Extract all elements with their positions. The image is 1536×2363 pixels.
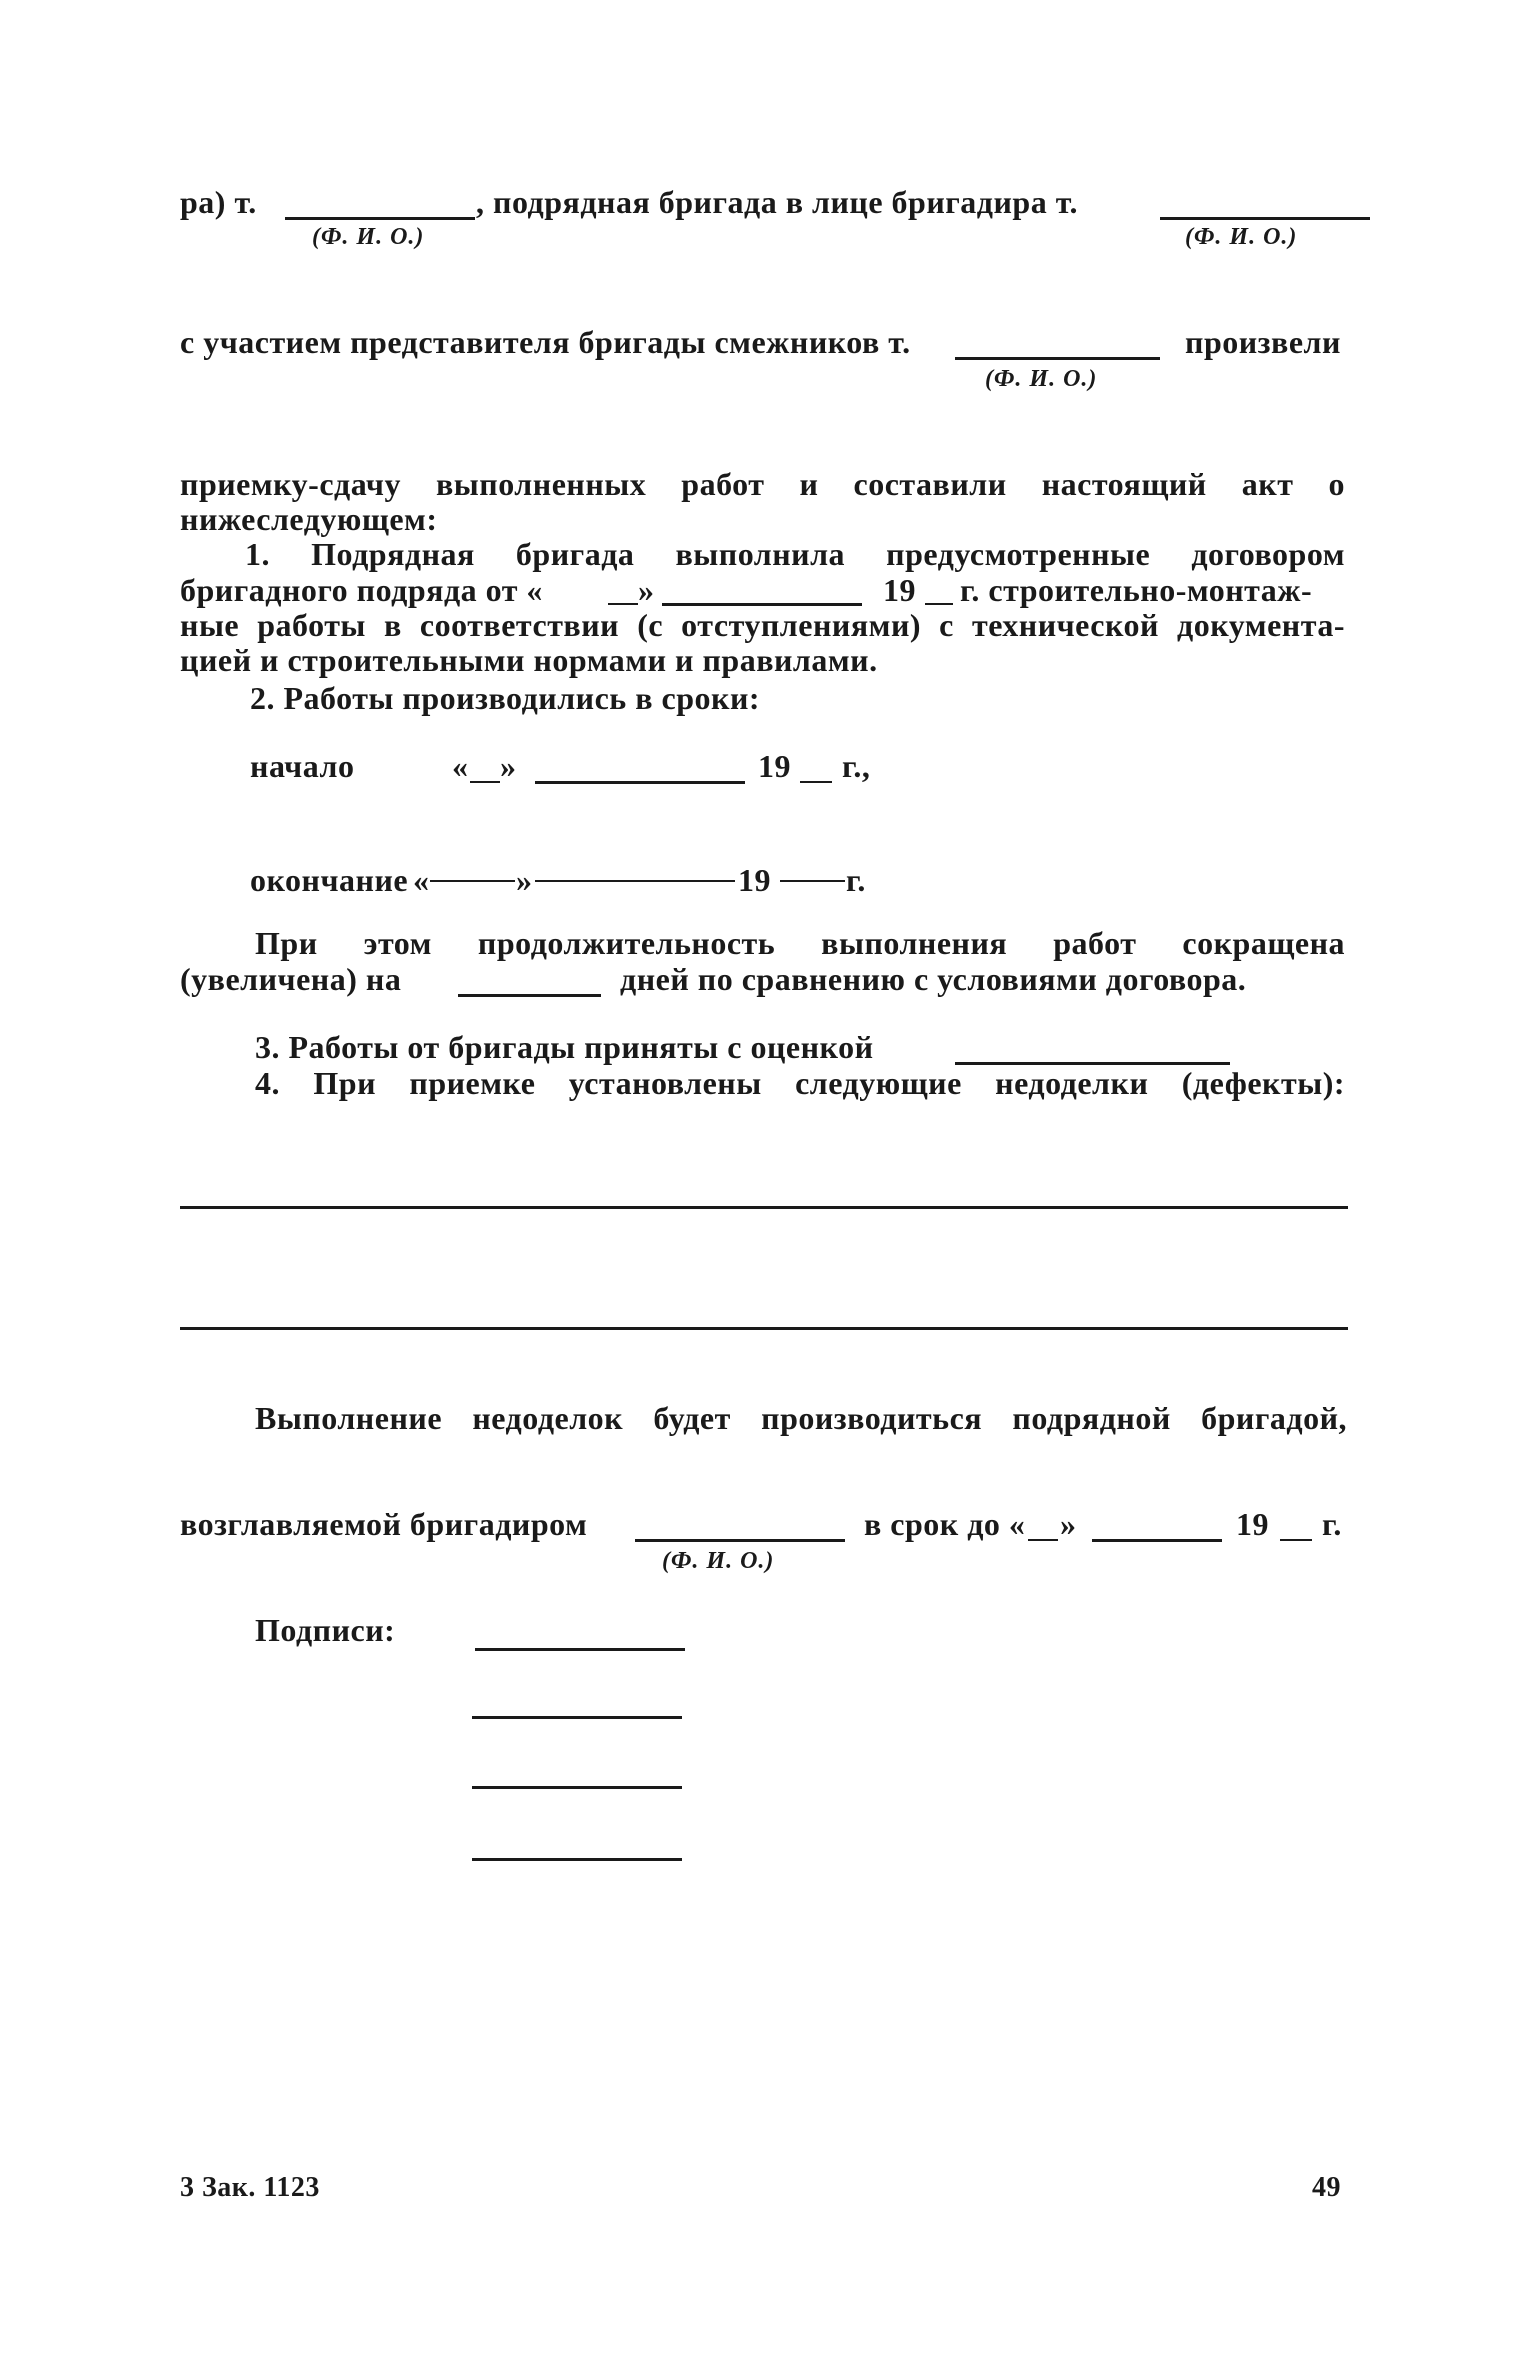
text-line-4: нижеследующем: (180, 501, 438, 537)
text-line-2-end: произвели (1185, 324, 1341, 360)
clause-1-line-2-c: 19 (883, 572, 916, 608)
blank-field-fix-month (1092, 1539, 1222, 1542)
signature-line-4 (472, 1858, 682, 1861)
end-year-suffix: г. (846, 862, 866, 898)
blank-field-fix-foreman-name (635, 1539, 845, 1542)
end-quote-open: « (413, 862, 430, 898)
fio-caption-4: (Ф. И. О.) (662, 1548, 775, 1574)
text-line-1-mid: , подрядная бригада в лице бригадира т. (476, 184, 1079, 220)
start-quote-open: « (452, 748, 469, 784)
blank-field-end-year (780, 880, 845, 882)
signature-line-1 (475, 1648, 685, 1651)
end-year-prefix: 19 (738, 862, 771, 898)
blank-line-defects-1 (180, 1206, 1348, 1209)
end-label: окончание (250, 862, 409, 898)
blank-line-defects-2 (180, 1327, 1348, 1330)
fix-line-2-a: возглавляемой бригадиром (180, 1506, 588, 1542)
clause-1-line-1: 1. Подрядная бригада выполнила предусмотренные договором (245, 536, 1345, 572)
blank-field-contract-month (662, 603, 862, 606)
blank-field-fix-year (1280, 1539, 1312, 1541)
blank-field-foreman-name (1160, 217, 1370, 220)
clause-3: 3. Работы от бригады приняты с оценкой (255, 1029, 874, 1065)
fio-caption-3: (Ф. И. О.) (985, 366, 1098, 392)
blank-field-fix-day (1028, 1539, 1058, 1541)
blank-field-contractor-name (285, 217, 475, 220)
signature-line-2 (472, 1716, 682, 1719)
signatures-label: Подписи: (255, 1612, 396, 1648)
fix-line-2-d: 19 (1236, 1506, 1269, 1542)
blank-field-start-day (470, 781, 500, 783)
blank-field-end-day (430, 880, 515, 882)
clause-2: 2. Работы производились в сроки: (250, 680, 761, 716)
footer-order-number: 3 Зак. 1123 (180, 2172, 320, 2203)
text-line-1-start: ра) т. (180, 184, 257, 220)
duration-line-1: При этом продолжительность выполнения работ сокращена (255, 925, 1345, 961)
fix-line-2-e: г. (1322, 1506, 1342, 1542)
signature-line-3 (472, 1786, 682, 1789)
clause-1-line-2-b: » (638, 572, 655, 608)
clause-4: 4. При приемке установлены следующие недоделки (дефекты): (255, 1065, 1345, 1101)
duration-line-2-a: (увеличена) на (180, 961, 402, 997)
blank-field-start-year (800, 781, 832, 783)
duration-line-2-b: дней по сравнению с условиями договора. (620, 961, 1247, 997)
fix-line-2-b: в срок до « (864, 1506, 1026, 1542)
start-year-suffix: г., (842, 748, 871, 784)
clause-1-line-2-a: бригадного подряда от « (180, 572, 543, 608)
blank-field-contract-day (608, 603, 638, 605)
end-quote-close: » (516, 862, 533, 898)
page-number: 49 (1312, 2172, 1341, 2203)
blank-field-contract-year (925, 603, 953, 605)
fio-caption-1: (Ф. И. О.) (312, 224, 425, 250)
fix-line-2-c: » (1060, 1506, 1077, 1542)
fio-caption-2: (Ф. И. О.) (1185, 224, 1298, 250)
blank-field-start-month (535, 781, 745, 784)
clause-1-line-4: цией и строительными нормами и правилами. (180, 642, 878, 678)
clause-1-line-3: ные работы в соответствии (с отступлениями) с технической документа- (180, 607, 1345, 643)
start-quote-close: » (500, 748, 517, 784)
text-line-3: приемку-сдачу выполненных работ и составили настоящий акт о (180, 466, 1345, 502)
blank-field-subcontractor-name (955, 357, 1160, 360)
start-label: начало (250, 748, 355, 784)
blank-field-end-month (535, 880, 735, 882)
clause-1-line-2-d: г. строительно-монтаж- (960, 572, 1313, 608)
text-line-2-start: с участием представителя бригады смежников т. (180, 324, 911, 360)
blank-field-duration-days (458, 994, 601, 997)
start-year-prefix: 19 (758, 748, 791, 784)
fix-line-1: Выполнение недоделок будет производиться подрядной бригадой, (255, 1400, 1347, 1436)
